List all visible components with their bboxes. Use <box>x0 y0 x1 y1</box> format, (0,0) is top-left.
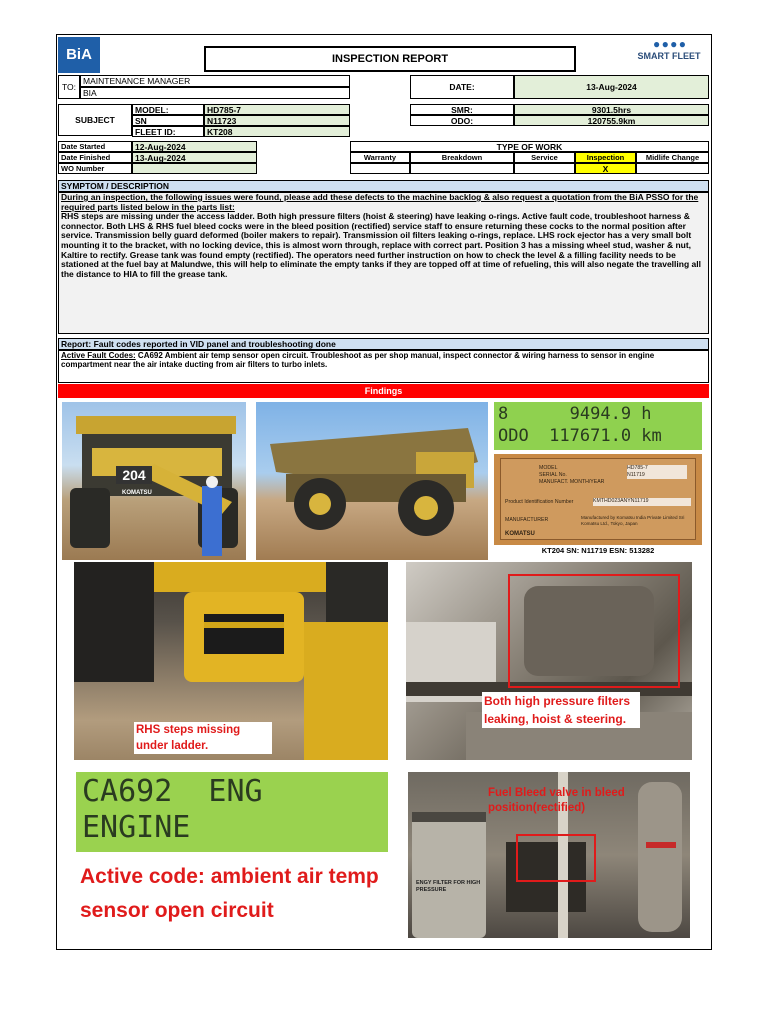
report-heading: Report: Fault codes reported in VID panel and troubleshooting done <box>58 338 709 350</box>
active-fault-codes-label: Active Fault Codes: <box>61 351 136 360</box>
filters-highlight-box <box>508 574 680 688</box>
work-mark-midlife[interactable] <box>636 163 709 174</box>
date-started-label: Date Started <box>58 141 132 152</box>
photo-truck-side <box>256 402 488 560</box>
serial-plate <box>500 458 696 540</box>
truck-brand: KOMATSU <box>122 490 152 496</box>
model-label: MODEL: <box>132 104 204 115</box>
smart-fleet-logo <box>632 37 706 73</box>
work-col-warranty: Warranty <box>350 152 410 163</box>
fleet-id-label: FLEET ID: <box>132 126 204 137</box>
caption-active-code: Active code: ambient air temp sensor open circuit <box>76 860 396 928</box>
smart-fleet-dots-icon: ● ● ● ● <box>653 37 685 51</box>
date-started-value: 12-Aug-2024 <box>132 141 257 152</box>
work-mark-breakdown[interactable] <box>410 163 514 174</box>
plate-value-serial: N11719 <box>627 472 687 479</box>
to-label: TO: <box>58 75 80 99</box>
date-value: 13-Aug-2024 <box>514 75 709 99</box>
wo-number-value[interactable] <box>132 163 257 174</box>
work-mark-service[interactable] <box>514 163 575 174</box>
plate-label-manuf: MANUFACT. MONTH/YEAR <box>539 479 605 485</box>
lcd-hours-line: 8 9494.9 h <box>498 404 652 424</box>
work-col-service: Service <box>514 152 575 163</box>
work-col-inspection: Inspection <box>575 152 636 163</box>
to-line2: BIA <box>80 87 350 99</box>
truck-number: 204 <box>116 466 152 484</box>
model-value: HD785-7 <box>204 104 350 115</box>
report-box <box>58 350 709 383</box>
wo-number-label: WO Number <box>58 163 132 174</box>
lcd-code-line1: CA692 ENG <box>82 774 263 809</box>
odo-value: 120755.9km <box>514 115 709 126</box>
truck-side-drawing <box>256 402 488 560</box>
bleed-valve-highlight-box <box>516 834 596 882</box>
photo-fuel-bleed-valve <box>408 772 690 938</box>
symptom-body: RHS steps are missing under the access ladder. Both high pressure filters (hoist & steering) have leaking o-rings. Active fault code, troubleshoot harness & connector. Both LHS & RHS fuel bleed cocks were in the bleed position (rectified) service staff to ensure returning these cocks to the normal position after service. Transmission belly guard deformed (boiler makers to repair). Transmission oil filters leaking o-rings, replace. LHS rock ejector has a very small bolt mounting it to the bracket, with no locking device, this is almost worn through, replace with correct part. Position 3 has a missing wheel stud, washer & nut, Kaltire to rectify. Grease tank was found empty (rectified). The operators need further instruction on how to check the level & a filling facility needs to be stationed at the fuel bay at Malundwe, this will help to eliminate the empty tanks if they are topped off at time of refueling, this will also negate the travelling all the distance to HIA to fill the grease tank. <box>61 211 701 279</box>
plate-manufacturer-text: Manufactured by Komatsu India Private Limited Sri Komatsu Ltd., Tokyo, Japan <box>581 515 685 526</box>
to-line1: MAINTENANCE MANAGER <box>80 75 350 87</box>
date-finished-label: Date Finished <box>58 152 132 163</box>
smart-fleet-text: SMART FLEET <box>637 51 701 61</box>
smr-label: SMR: <box>410 104 514 115</box>
lcd-code-line2: ENGINE <box>82 810 191 845</box>
lcd-odo-line: ODO 117671.0 km <box>498 426 662 446</box>
smr-value: 9301.5hrs <box>514 104 709 115</box>
type-of-work-title: TYPE OF WORK <box>350 141 709 152</box>
plate-label-manufacturer: MANUFACTURER <box>505 517 549 523</box>
photo-serial-plate <box>494 454 702 545</box>
plate-label-pin: Product Identification Number <box>505 499 574 505</box>
plate-value-pin: KMTHD023ANYN11719 <box>593 498 691 506</box>
date-finished-value: 13-Aug-2024 <box>132 152 257 163</box>
fleet-id-value: KT208 <box>204 126 350 137</box>
photo-steps-missing <box>74 562 388 760</box>
report-title: INSPECTION REPORT <box>204 46 576 72</box>
plate-value-model: HD785-7 <box>627 465 687 472</box>
work-col-midlife: Midlife Change <box>636 152 709 163</box>
plate-label-model: MODEL <box>539 465 558 471</box>
work-mark-inspection[interactable]: X <box>575 163 636 174</box>
active-fault-codes-text: CA692 Ambient air temp sensor open circuit. Troubleshoot as per shop manual, inspect connector & wiring harness to sensor in engine compartment near the air intake ducting from air filters to turbo inlets. <box>61 351 655 369</box>
plate-label-serial: SERIAL No. <box>539 472 567 478</box>
date-label: DATE: <box>410 75 514 99</box>
work-col-breakdown: Breakdown <box>410 152 514 163</box>
work-mark-warranty[interactable] <box>350 163 410 174</box>
symptom-heading: SYMPTOM / DESCRIPTION <box>58 180 709 192</box>
subject-label: SUBJECT <box>58 104 132 136</box>
photo-fault-code-display <box>76 772 388 852</box>
photo-filters-leaking <box>406 562 692 760</box>
caption-filters-leaking: Both high pressure filters leaking, hoist & steering. <box>482 692 640 728</box>
filter-label: ENGY FILTER FOR HIGH PRESSURE <box>416 880 481 893</box>
sn-value: N11723 <box>204 115 350 126</box>
symptom-intro: During an inspection, the following issues were found, please add these defects to the machine backlog & also request a quotation from the BiA PSSO for the required parts listed below in the parts list: <box>61 192 699 212</box>
photo-hour-odo-display <box>494 402 702 450</box>
sn-label: SN <box>132 115 204 126</box>
serial-plate-caption: KT204 SN: N11719 ESN: 513282 <box>541 546 655 555</box>
odo-label: ODO: <box>410 115 514 126</box>
plate-brand: KOMATSU <box>505 531 535 537</box>
bia-logo: BiA <box>58 37 100 73</box>
caption-fuel-bleed: Fuel Bleed valve in bleed position(rectified) <box>488 787 625 814</box>
truck-front-drawing <box>62 402 246 560</box>
photo-truck-front <box>62 402 246 560</box>
findings-heading: Findings <box>58 384 709 398</box>
caption-steps-missing: RHS steps missing under ladder. <box>134 722 272 754</box>
symptom-box <box>58 192 709 334</box>
